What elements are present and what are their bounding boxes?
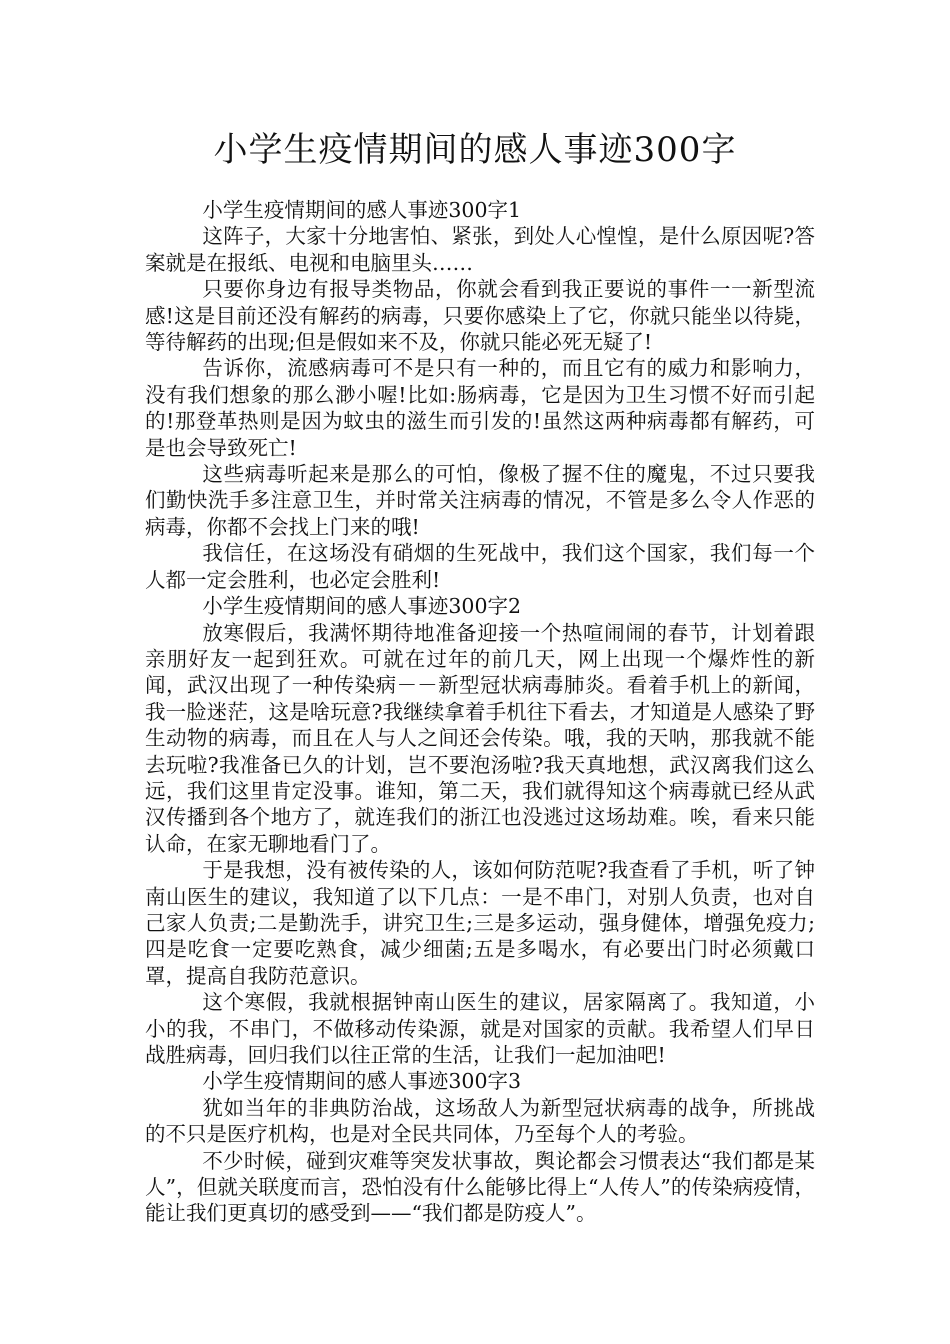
paragraph: 只要你身边有报导类物品，你就会看到我正要说的事件一一新型流感!这是目前还没有解药的病毒，只要你感染上了它，你就只能坐以待毙，等待解药的出现;但是假如来不及，你就只能必死无疑了! — [145, 277, 815, 355]
section-heading-3: 小学生疫情期间的感人事迹300字3 — [202, 1069, 522, 1094]
paragraph: 我信任，在这场没有硝烟的生死战中，我们这个国家，我们每一个人都一定会胜利，也必定会胜利! — [145, 541, 815, 592]
section-heading-1: 小学生疫情期间的感人事迹300字1 — [202, 198, 522, 222]
document-body — [145, 197, 815, 1227]
paragraph: 这阵子，大家十分地害怕、紧张，到处人心惶惶，是什么原因呢?答案就是在报纸、电视和电脑里头…… — [145, 224, 815, 275]
paragraph: 告诉你，流感病毒可不是只有一种的，而且它有的威力和影响力，没有我们想象的那么渺小喔!比如:肠病毒，它是因为卫生习惯不好而引起的!那登革热则是因为蚊虫的滋生而引发的!虽然这两种病毒都有解药，可是也会导致死亡! — [145, 356, 815, 460]
paragraph: 这些病毒听起来是那么的可怕，像极了握不住的魔鬼，不过只要我们勤快洗手多注意卫生，并时常关注病毒的情况，不管是多么令人作恶的病毒，你都不会找上门来的哦! — [145, 462, 815, 539]
paragraph: 这个寒假，我就根据钟南山医生的建议，居家隔离了。我知道，小小的我，不串门，不做移动传染源，就是对国家的贡献。我希望人们早日战胜病毒，回归我们以往正常的生活，让我们一起加油吧! — [145, 990, 815, 1067]
paragraph: 犹如当年的非典防治战，这场敌人为新型冠状病毒的战争，所挑战的不只是医疗机构，也是对全民共同体，乃至每个人的考验。 — [145, 1095, 815, 1147]
paragraph: 不少时候，碰到灾难等突发状事故，舆论都会习惯表达“我们都是某人”，但就关联度而言，恐怕没有什么能够比得上“人传人”的传染病疫情，能让我们更真切的感受到——“我们都是防疫人”。 — [145, 1148, 815, 1226]
document-title: 小学生疫情期间的感人事迹300字 — [213, 130, 737, 170]
paragraph: 放寒假后，我满怀期待地准备迎接一个热喧闹闹的春节，计划着跟亲朋好友一起到狂欢。可就在过年的前几天，网上出现一个爆炸性的新闻，武汉出现了一种传染病－－新型冠状病毒肺炎。看着手机上的新闻，我一脸迷茫，这是啥玩意?我继续拿着手机往下看去，才知道是人感染了野生动物的病毒，而且在人与人之间还会传染。哦，我的天呐，那我就不能去玩啦?我准备已久的计划，岂不要泡汤啦?我天真地想，武汉离我们这么远，我们这里肯定没事。谁知，第二天，我们就得知这个病毒就已经从武汉传播到各个地方了，就连我们的浙江也没逃过这场劫难。唉，看来只能认命，在家无聊地看门了。 — [145, 620, 815, 856]
paragraph: 于是我想，没有被传染的人，该如何防范呢?我查看了手机，听了钟南山医生的建议，我知道了以下几点：一是不串门，对别人负责，也对自己家人负责;二是勤洗手，讲究卫生;三是多运动，强身健体，增强免疫力;四是吃食一定要吃熟食，减少细菌;五是多喝水，有必要出门时必须戴口罩，提高自我防范意识。 — [145, 858, 815, 988]
section-heading-2: 小学生疫情期间的感人事迹300字2 — [202, 594, 522, 619]
